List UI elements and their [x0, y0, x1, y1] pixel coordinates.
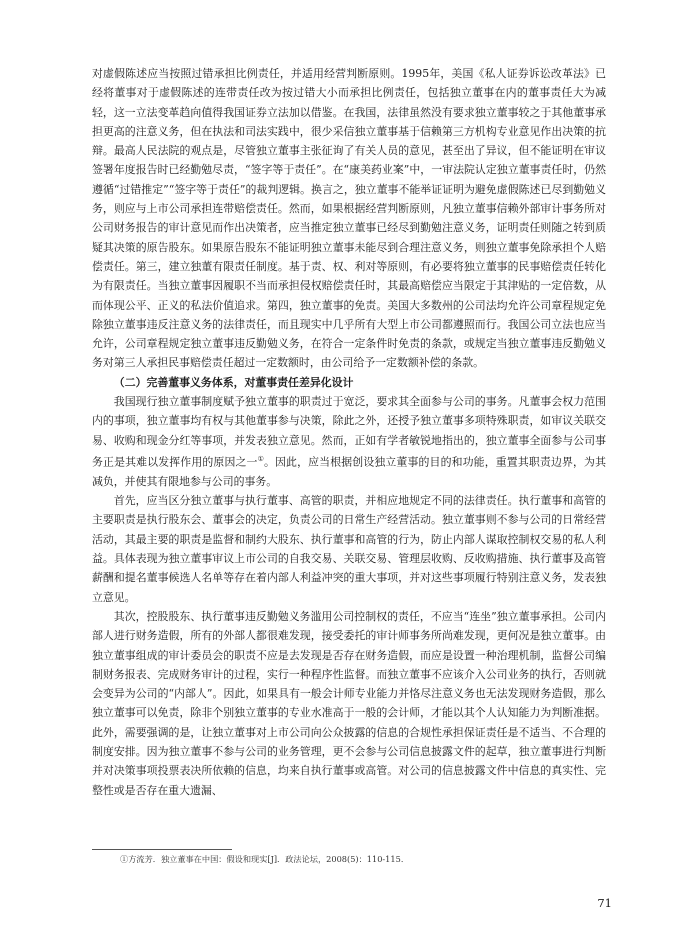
paragraph-second: 其次，控股股东、执行董事违反勤勉义务滥用公司控制权的责任，不应当“连坐”独立董事承担。公司内部人进行财务造假，所有的外部人都很难发现，接受委托的审计师事务所尚难发现，更何况是独立董事。由独立董事组成的审计委员会的职责不应是去发现是否存在财务造假，而应是设置一种治理机制，监督公司编制财务报表、完成财务审计的过程，实行一种程序性监督。而独立董事不应该介入公司业务的执行，否则就会变异为公司的“内部人”。因此，如果具有一般会计师专业能力并恪尽注意义务也无法发现财务造假，那么独立董事可以免责，除非个别独立董事的专业水准高于一般的会计师，才能以其个人认知能力为判断准据。此外，需要强调的是，让独立董事对上市公司向公众披露的信息的合规性承担保证责任是不适当、不合理的制度安排。因为独立董事不参与公司的业务管理，更不会参与公司信息披露文件的起草，独立董事进行判断并对决策事项投票表决所依赖的信息，均来自执行董事或高管。对公司的信息披露文件中信息的真实性、完整性或是否存在重大遗漏、	[92, 609, 606, 797]
paragraph-duties-text-cont: 。因此，应当根据创设独立董事的目的和功能，重置其职责边界，为其减负，并使其有限地参与公司的事务。	[92, 455, 606, 488]
body-text	[92, 64, 606, 800]
footnote-marker: ①	[257, 454, 264, 463]
section-heading: （二）完善董事义务体系，对董事责任差异化设计	[113, 375, 354, 389]
paragraph-duties	[92, 392, 606, 491]
page-number: 71	[597, 896, 612, 910]
footnote-divider	[92, 849, 232, 850]
paragraph-duties-text: 我国现行独立董事制度赋予独立董事的职责过于宽泛，要求其全面参与公司的事务。凡董事会权力范围内的事项，独立董事均有权与其他董事参与决策，除此之外，还授予独立董事多项特殊职责，如审议关联交易、收购和现金分红等事项，并发表独立意见。然而，正如有学者敏锐地指出的，独立董事全面参与公司事务正是其难以发挥作用的原因之一	[92, 395, 606, 469]
paragraph-liability: 对虚假陈述应当按照过错承担比例责任，并适用经营判断原则。1995年，美国《私人证券诉讼改革法》已经将董事对于虚假陈述的连带责任改为按过错大小而承担比例责任，包括独立董事在内的董事责任大为减轻，这一立法变革趋向值得我国证券立法加以借鉴。在我国，法律虽然没有要求独立董事较之于其他董事承担更高的注意义务，但在执法和司法实践中，很少采信独立董事基于信赖第三方机构专业意见作出决策的抗辩。最高人民法院的观点是，尽管独立董事主张征询了有关人员的意见，甚至出了异议，但不能证明在审议签署年度报告时已经勤勉尽责，“签字等于责任”。在“康美药业案”中，一审法院认定独立董事责任时，仍然遵循“过错推定”“签字等于责任”的裁判逻辑。换言之，独立董事不能举证证明为避免虚假陈述已尽到勤勉义务，则应与上市公司承担连带赔偿责任。然而，如果根据经营判断原则，凡独立董事信赖外部审计事务所对公司财务报告的审计意见而作出决策者，应当推定独立董事已经尽到勤勉注意义务，证明责任则随之转到质疑其决策的原告股东。如果原告股东不能证明独立董事未能尽到合理注意义务，则独立董事免除承担个人赔偿责任。第三，建立独董有限责任制度。基于责、权、利对等原则，有必要将独立董事的民事赔偿责任转化为有限责任。当独立董事因履职不当而承担侵权赔偿责任时，其最高赔偿应当限定于其津贴的一定倍数，从而体现公平、正义的私法价值追求。第四，独立董事的免责。美国大多数州的公司法均允许公司章程规定免除独立董事违反注意义务的法律责任，而且现实中几乎所有大型上市公司都遵照而行。我国公司立法也应当允许，公司章程规定独立董事违反勤勉义务，在符合一定条件时免责的条款，或规定当独立董事违反勤勉义务对第三人承担民事赔偿责任超过一定数额时，由公司给予一定数额补偿的条款。	[92, 67, 606, 370]
paragraph-first: 首先，应当区分独立董事与执行董事、高管的职责，并相应地规定不同的法律责任。执行董事和高管的主要职责是执行股东会、董事会的决定，负责公司的日常生产经营活动。独立董事则不参与公司的日常经营活动，其最主要的职责是监督和制约大股东、执行董事和高管的行为，防止内部人谋取控制权交易的私人利益。具体表现为独立董事审议上市公司的自我交易、关联交易、管理层收购、反收购措施、执行董事及高管薪酬和提名董事候选人名单等存在着内部人利益冲突的重大事项，并对这些事项履行特别注意义务，发表独立意见。	[92, 494, 606, 604]
footnote: ①方流芳．独立董事在中国：假设和现实[J]．政法论坛，2008(5)：110-115．	[120, 854, 410, 864]
